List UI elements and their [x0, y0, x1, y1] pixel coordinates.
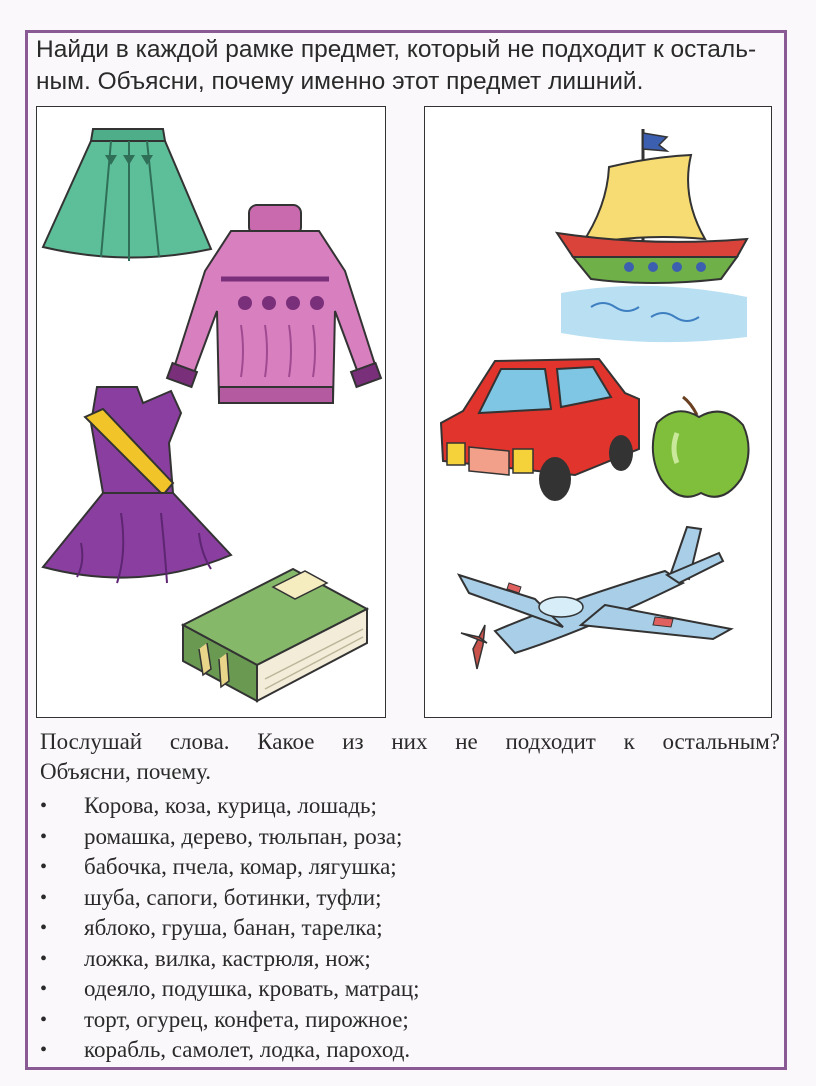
bullet-icon: •: [40, 917, 48, 939]
word-list-text: торт, огурец, конфета, пирожное;: [84, 1006, 409, 1032]
bullet-icon: •: [40, 886, 48, 909]
sweater-picture[interactable]: [165, 201, 383, 413]
word-list: [40, 791, 780, 1066]
word-list-text: шуба, сапоги, ботинки, туфли;: [84, 884, 382, 910]
word-list-item: [40, 1035, 780, 1066]
word-list-text: ромашка, дерево, тюльпан, роза;: [84, 823, 403, 849]
task2-instruction-line-2: Объясни, почему.: [40, 759, 212, 784]
instruction-line-2: ным. Объясни, почему именно этот предмет лишний.: [36, 68, 644, 95]
word-list-text: бабочка, пчела, комар, лягушка;: [84, 854, 397, 879]
word-list-text: ложка, вилка, кастрюля, нож;: [84, 945, 371, 971]
task2-instruction-line-1: Послушай слова. Какое из них не подходит к остальным?: [40, 729, 780, 754]
word-list-text: одеяло, подушка, кровать, матрац;: [84, 976, 420, 1001]
picture-frame-left: [36, 106, 386, 718]
word-list-text: яблоко, груша, банан, тарелка;: [84, 915, 383, 940]
word-list-text: Корова, коза, курица, лошадь;: [84, 793, 377, 818]
task2-block: [40, 727, 780, 1066]
airplane-picture[interactable]: [455, 521, 745, 697]
book-picture[interactable]: [177, 565, 373, 705]
bullet-icon: •: [40, 947, 48, 970]
word-list-item: [40, 1005, 780, 1036]
task1-instruction: [36, 34, 786, 98]
word-list-item: [40, 944, 780, 975]
word-list-item: [40, 852, 780, 883]
bullet-icon: •: [40, 1039, 48, 1061]
word-list-text: корабль, самолет, лодка, пароход.: [84, 1037, 411, 1062]
sailboat-picture[interactable]: [551, 127, 751, 347]
car-picture[interactable]: [435, 353, 645, 511]
bullet-icon: •: [40, 825, 48, 848]
word-list-item: [40, 913, 780, 944]
bullet-icon: •: [40, 1008, 48, 1031]
bullet-icon: •: [40, 795, 48, 817]
word-list-item: [40, 974, 780, 1005]
picture-frame-right: [424, 106, 772, 718]
apple-picture[interactable]: [647, 393, 755, 505]
word-list-item: [40, 883, 780, 914]
bullet-icon: •: [40, 978, 48, 1000]
bullet-icon: •: [40, 856, 48, 878]
dress-picture[interactable]: [41, 383, 233, 593]
instruction-line-1: Найди в каждой рамке предмет, который не подходит к осталь-: [36, 36, 757, 63]
word-list-item: [40, 822, 780, 853]
word-list-item: [40, 791, 780, 822]
